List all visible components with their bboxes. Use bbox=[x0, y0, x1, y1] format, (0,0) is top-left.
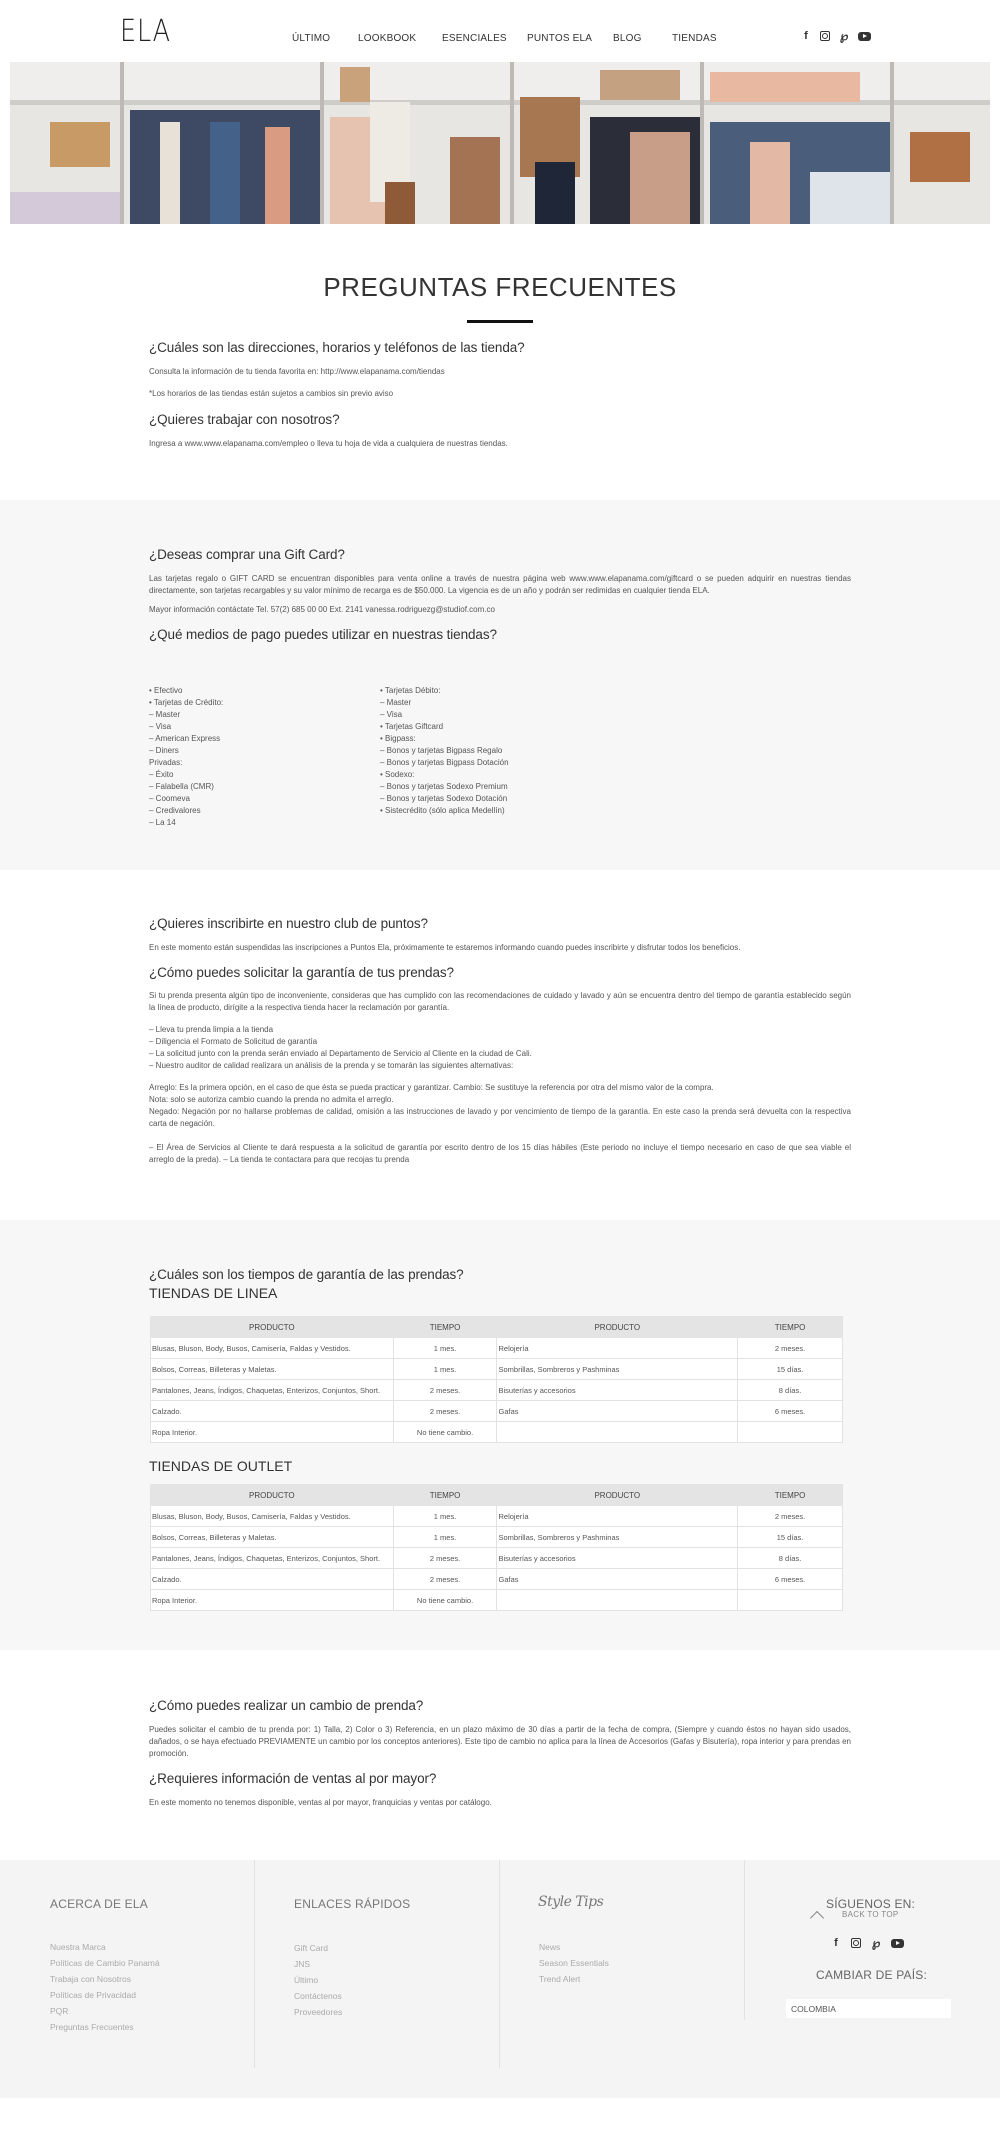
cell-product: Ropa Interior. bbox=[151, 1422, 394, 1443]
col-header-producto: PRODUCTO bbox=[151, 1485, 394, 1506]
faq-question: ¿Cómo puedes realizar un cambio de prenda? bbox=[149, 1698, 424, 1713]
back-to-top-label: BACK TO TOP bbox=[842, 1910, 899, 1919]
cell-time: No tiene cambio. bbox=[393, 1590, 497, 1611]
payment-item: • Sistecrédito (sólo aplica Medellín) bbox=[380, 806, 505, 815]
table-row bbox=[151, 1590, 843, 1611]
payment-item: – Falabella (CMR) bbox=[149, 782, 214, 791]
footer-style-links bbox=[539, 1939, 609, 1987]
cell-time: 2 meses. bbox=[393, 1401, 497, 1422]
warranty-table-linea bbox=[150, 1316, 843, 1443]
footer-link[interactable]: News bbox=[539, 1942, 561, 1952]
cell-time: 2 meses. bbox=[393, 1569, 497, 1590]
table-row bbox=[151, 1380, 843, 1401]
payment-item: – Bonos y tarjetas Bigpass Regalo bbox=[380, 746, 503, 755]
change-country-title: CAMBIAR DE PAÍS: bbox=[816, 1968, 928, 1982]
nav-esenciales[interactable]: ESENCIALES bbox=[442, 33, 507, 44]
col-header-tiempo: TIEMPO bbox=[738, 1485, 843, 1506]
warranty-table-outlet bbox=[150, 1484, 843, 1611]
table-header-row bbox=[151, 1485, 843, 1506]
warranty-negado: Negado: Negación por no hallarse problemas de calidad, omisión a las instrucciones de lavado y por vencimiento de tiempo de la garantía. En este caso la prenda será devuelta con la respectiva carta de negación. bbox=[149, 1107, 851, 1128]
facebook-icon[interactable]: f bbox=[804, 30, 808, 42]
table-title-linea: TIENDAS DE LINEA bbox=[149, 1285, 278, 1301]
faq-question: ¿Quieres trabajar con nosotros? bbox=[149, 412, 340, 427]
footer-link[interactable]: Políticas de Cambio Panamá bbox=[50, 1958, 160, 1968]
cell-product: Pantalones, Jeans, Índigos, Chaquetas, Enterizos, Conjuntos, Short. bbox=[151, 1380, 394, 1401]
faq-question: ¿Deseas comprar una Gift Card? bbox=[149, 547, 345, 562]
cell-time: No tiene cambio. bbox=[393, 1422, 497, 1443]
faq-section-warranty bbox=[149, 916, 851, 1166]
table-row bbox=[151, 1527, 843, 1548]
table-row bbox=[151, 1338, 843, 1359]
cell-time: 2 meses. bbox=[738, 1338, 843, 1359]
cell-time: 2 meses. bbox=[738, 1506, 843, 1527]
payment-item: – Coomeva bbox=[149, 794, 190, 803]
cell-product bbox=[497, 1590, 738, 1611]
footer-link[interactable]: Preguntas Frecuentes bbox=[50, 2022, 134, 2032]
youtube-icon[interactable] bbox=[891, 1939, 904, 1948]
cell-product: Sombrillas, Sombreros y Pashminas bbox=[497, 1359, 738, 1380]
payment-list-left bbox=[149, 685, 223, 829]
cell-time: 6 meses. bbox=[738, 1401, 843, 1422]
style-tips-logo: Style Tips bbox=[538, 1894, 604, 1910]
warranty-steps bbox=[149, 1024, 851, 1072]
table-row bbox=[151, 1506, 843, 1527]
cell-product: Gafas bbox=[497, 1401, 738, 1422]
payment-item: – Visa bbox=[380, 710, 403, 719]
cell-product: Bisuterías y accesorios bbox=[497, 1548, 738, 1569]
cell-time: 1 mes. bbox=[393, 1527, 497, 1548]
faq-section-stores bbox=[149, 340, 851, 450]
warranty-area: – El Área de Servicios al Cliente te dará respuesta a la solicitud de garantía por escrito dentro de los 15 días hábiles (Este periodo no incluye el tiempo necesario en caso de que sea viable el arreglo de la preda). – La tienda te contactara para que recojas tu prenda bbox=[149, 1143, 851, 1164]
site-header bbox=[0, 0, 1000, 62]
payment-item: • Tarjetas Giftcard bbox=[380, 722, 444, 731]
warranty-step: – La solicitud junto con la prenda serán enviado al Departamento de Servicio al Cliente en la ciudad de Cali. bbox=[149, 1049, 532, 1058]
cell-time: 15 días. bbox=[738, 1359, 843, 1380]
faq-question: ¿Qué medios de pago puedes utilizar en nuestras tiendas? bbox=[149, 627, 497, 642]
store-photo bbox=[10, 62, 990, 224]
cell-product: Relojería bbox=[497, 1338, 738, 1359]
country-select[interactable]: COLOMBIA bbox=[786, 1999, 951, 2018]
footer-social bbox=[830, 1937, 904, 1949]
cell-product bbox=[497, 1422, 738, 1443]
faq-answer: Puedes solicitar el cambio de tu prenda por: 1) Talla, 2) Color o 3) Referencia, en un plazo máximo de 30 días a partir de la fecha de compra, (Siempre y cuando éstos no hayan sido usados, dañados, o se haya efectuado PREVIAMENTE un cambio por los conceptos anteriores). Este tipo de cambio no aplica para la línea de Accesorios (Gafas y Bisutería), ropa interior y para prendas en promoción. bbox=[149, 1725, 851, 1758]
footer-link[interactable]: Nuestra Marca bbox=[50, 1942, 106, 1952]
col-header-producto: PRODUCTO bbox=[151, 1317, 394, 1338]
cell-product: Bisuterías y accesorios bbox=[497, 1380, 738, 1401]
cell-product: Pantalones, Jeans, Índigos, Chaquetas, Enterizos, Conjuntos, Short. bbox=[151, 1548, 394, 1569]
back-to-top-button[interactable] bbox=[812, 1910, 902, 1924]
payment-item: – Diners bbox=[149, 746, 179, 755]
faq-answer: Consulta la información de tu tienda favorita en: http://www.elapanama.com/tiendas bbox=[149, 367, 445, 376]
faq-answer: Las tarjetas regalo o GIFT CARD se encuentran disponibles para venta online a través de nuestra página web www.www.elapanama.com/giftcard o se pueden adquirir en nuestras tiendas directamente, son tarjetas recargables y su valor mínimo de recarga es de $50.000. La vigencia es de un año y podrán ser redimidas en cualquier tienda ELA. bbox=[149, 574, 851, 595]
title-underline bbox=[467, 320, 533, 323]
col-header-producto: PRODUCTO bbox=[497, 1485, 738, 1506]
payment-item: • Tarjetas Débito: bbox=[380, 686, 441, 695]
cell-product: Sombrillas, Sombreros y Pashminas bbox=[497, 1527, 738, 1548]
nav-lookbook[interactable]: LOOKBOOK bbox=[358, 33, 417, 44]
cell-product: Gafas bbox=[497, 1569, 738, 1590]
cell-product: Ropa Interior. bbox=[151, 1590, 394, 1611]
footer-quick-links bbox=[294, 1940, 342, 2020]
footer-divider bbox=[254, 1860, 255, 2068]
payment-item: – La 14 bbox=[149, 818, 176, 827]
col-header-producto: PRODUCTO bbox=[497, 1317, 738, 1338]
chevron-up-icon bbox=[810, 1911, 824, 1925]
store-banner-image bbox=[10, 62, 990, 224]
footer-link[interactable]: Contáctenos bbox=[294, 1991, 342, 2001]
faq-answer: En este momento no tenemos disponible, ventas al por mayor, franquicias y ventas por catálogo. bbox=[149, 1798, 492, 1807]
cell-time: 1 mes. bbox=[393, 1338, 497, 1359]
faq-answer-note: *Los horarios de las tiendas están sujetos a cambios sin previo aviso bbox=[149, 389, 394, 398]
faq-section-warranty-times bbox=[0, 1220, 1000, 1650]
footer-link[interactable]: Proveedores bbox=[294, 2007, 343, 2017]
cell-product: Blusas, Bluson, Body, Busos, Camisería, Faldas y Vestidos. bbox=[151, 1506, 394, 1527]
cell-time bbox=[738, 1422, 843, 1443]
cell-time: 8 días. bbox=[738, 1548, 843, 1569]
faq-answer: Ingresa a www.www.elapanama.com/empleo o lleva tu hoja de vida a cualquiera de nuestras tiendas. bbox=[149, 439, 508, 448]
footer-link[interactable]: Políticas de Privacidad bbox=[50, 1990, 136, 2000]
header-social bbox=[800, 30, 871, 42]
faq-answer: En este momento están suspendidas las inscripciones a Puntos Ela, próximamente te estaremos informando cuando puedes inscribirte y disfrutar todos los beneficios. bbox=[149, 943, 741, 952]
footer-link[interactable]: Trabaja con Nosotros bbox=[50, 1974, 131, 1984]
cell-time: 15 días. bbox=[738, 1527, 843, 1548]
nav-puntos-ela[interactable]: PUNTOS ELA bbox=[527, 33, 593, 44]
cell-time: 2 meses. bbox=[393, 1380, 497, 1401]
payment-item: – Master bbox=[380, 698, 412, 707]
table-row bbox=[151, 1401, 843, 1422]
footer-link[interactable]: Trend Alert bbox=[539, 1974, 581, 1984]
footer-about-links bbox=[50, 1939, 160, 2035]
follow-us-title: SÍGUENOS EN: bbox=[826, 1897, 916, 1911]
faq-question: ¿Cuáles son los tiempos de garantía de las prendas? bbox=[149, 1267, 464, 1282]
footer-divider bbox=[744, 1860, 745, 2020]
instagram-icon[interactable] bbox=[851, 1938, 861, 1948]
table-row bbox=[151, 1422, 843, 1443]
table-row bbox=[151, 1548, 843, 1569]
nav-tiendas[interactable]: TIENDAS bbox=[672, 33, 717, 44]
faq-question: ¿Requieres información de ventas al por mayor? bbox=[149, 1771, 437, 1786]
footer-link[interactable]: Season Essentials bbox=[539, 1958, 609, 1968]
payment-item: – Éxito bbox=[149, 770, 174, 779]
faq-section-giftcard bbox=[0, 500, 1000, 870]
faq-question: ¿Cómo puedes solicitar la garantía de tus prendas? bbox=[149, 965, 454, 980]
payment-item: – American Express bbox=[149, 734, 221, 743]
payment-item: • Bigpass: bbox=[380, 734, 416, 743]
payment-item: – Credivalores bbox=[149, 806, 201, 815]
nav-blog[interactable]: BLOG bbox=[613, 33, 642, 44]
page-title: PREGUNTAS FRECUENTES bbox=[323, 272, 677, 302]
cell-time bbox=[738, 1590, 843, 1611]
payment-list-right bbox=[380, 685, 509, 817]
footer-about-title: ACERCA DE ELA bbox=[50, 1897, 148, 1911]
cell-product: Bolsos, Correas, Billeteras y Maletas. bbox=[151, 1527, 394, 1548]
nav-ultimo[interactable]: ÚLTIMO bbox=[292, 33, 331, 44]
site-footer bbox=[0, 1860, 1000, 2098]
faq-answer-contact: Mayor información contáctate Tel. 57(2) 685 00 00 Ext. 2141 vanessa.rodriguezg@studiof.com.co bbox=[149, 605, 495, 614]
pinterest-icon[interactable]: ℘ bbox=[839, 29, 849, 43]
faq-answer: Si tu prenda presenta algún tipo de inconveniente, consideras que has cumplido con las recomendaciones de cuidado y lavado y aún se encuentra dentro del tiempo de garantía establecido según la línea de producto, dirígite a la respectiva tienda hacer la reclamación por garantía. bbox=[149, 991, 851, 1012]
table-row bbox=[151, 1569, 843, 1590]
payment-item: – Master bbox=[149, 710, 181, 719]
cell-product: Bolsos, Correas, Billeteras y Maletas. bbox=[151, 1359, 394, 1380]
payment-item: – Bonos y tarjetas Bigpass Dotación bbox=[380, 758, 509, 767]
cell-product: Blusas, Bluson, Body, Busos, Camisería, Faldas y Vestidos. bbox=[151, 1338, 394, 1359]
footer-link[interactable]: PQR bbox=[50, 2006, 69, 2016]
warranty-arreglo: Arreglo: Es la primera opción, en el caso de que ésta se pueda practicar y garantizar. Cambio: Se sustituye la referencia por otra del mismo valor de la compra. bbox=[149, 1083, 714, 1092]
cell-time: 1 mes. bbox=[393, 1506, 497, 1527]
table-row bbox=[151, 1359, 843, 1380]
footer-quick-title: ENLACES RÁPIDOS bbox=[294, 1897, 411, 1911]
payment-item: – Bonos y tarjetas Sodexo Premium bbox=[380, 782, 508, 791]
payment-item: – Bonos y tarjetas Sodexo Dotación bbox=[380, 794, 508, 803]
cell-product: Calzado. bbox=[151, 1401, 394, 1422]
footer-link[interactable]: Último bbox=[294, 1975, 319, 1985]
payment-methods bbox=[149, 685, 851, 835]
warranty-nota: Nota: solo se autoriza cambio cuando la prenda no admita el arreglo. bbox=[149, 1095, 394, 1104]
pinterest-icon[interactable]: ℘ bbox=[871, 1936, 881, 1950]
cell-product: Relojería bbox=[497, 1506, 738, 1527]
footer-link[interactable]: Gift Card bbox=[294, 1943, 329, 1953]
payment-item: Privadas: bbox=[149, 758, 183, 767]
cell-product: Calzado. bbox=[151, 1569, 394, 1590]
youtube-icon[interactable] bbox=[858, 32, 871, 41]
footer-divider bbox=[499, 1860, 500, 2068]
col-header-tiempo: TIEMPO bbox=[738, 1317, 843, 1338]
faq-question: ¿Quieres inscribirte en nuestro club de puntos? bbox=[149, 916, 428, 931]
payment-item: • Tarjetas de Crédito: bbox=[149, 698, 224, 707]
instagram-icon[interactable] bbox=[820, 31, 830, 41]
warranty-step: – Diligencia el Formato de Solicitud de garantía bbox=[149, 1037, 318, 1046]
warranty-step: – Lleva tu prenda limpia a la tienda bbox=[149, 1025, 274, 1034]
faq-section-exchange bbox=[149, 1698, 851, 1809]
payment-item: • Efectivo bbox=[149, 686, 183, 695]
payment-item: • Sodexo: bbox=[380, 770, 415, 779]
payment-item: – Visa bbox=[149, 722, 172, 731]
table-title-outlet: TIENDAS DE OUTLET bbox=[149, 1458, 293, 1474]
col-header-tiempo: TIEMPO bbox=[393, 1317, 497, 1338]
cell-time: 8 días. bbox=[738, 1380, 843, 1401]
cell-time: 6 meses. bbox=[738, 1569, 843, 1590]
col-header-tiempo: TIEMPO bbox=[393, 1485, 497, 1506]
cell-time: 2 meses. bbox=[393, 1548, 497, 1569]
warranty-step: – Nuestro auditor de calidad realizara un análisis de la prenda y se tomarán las siguientes alternativas: bbox=[149, 1061, 514, 1070]
facebook-icon[interactable]: f bbox=[834, 1937, 838, 1949]
logo[interactable]: ELA bbox=[120, 14, 171, 49]
footer-link[interactable]: JNS bbox=[294, 1959, 311, 1969]
faq-question: ¿Cuáles son las direcciones, horarios y teléfonos de las tienda? bbox=[149, 340, 525, 355]
table-header-row bbox=[151, 1317, 843, 1338]
cell-time: 1 mes. bbox=[393, 1359, 497, 1380]
